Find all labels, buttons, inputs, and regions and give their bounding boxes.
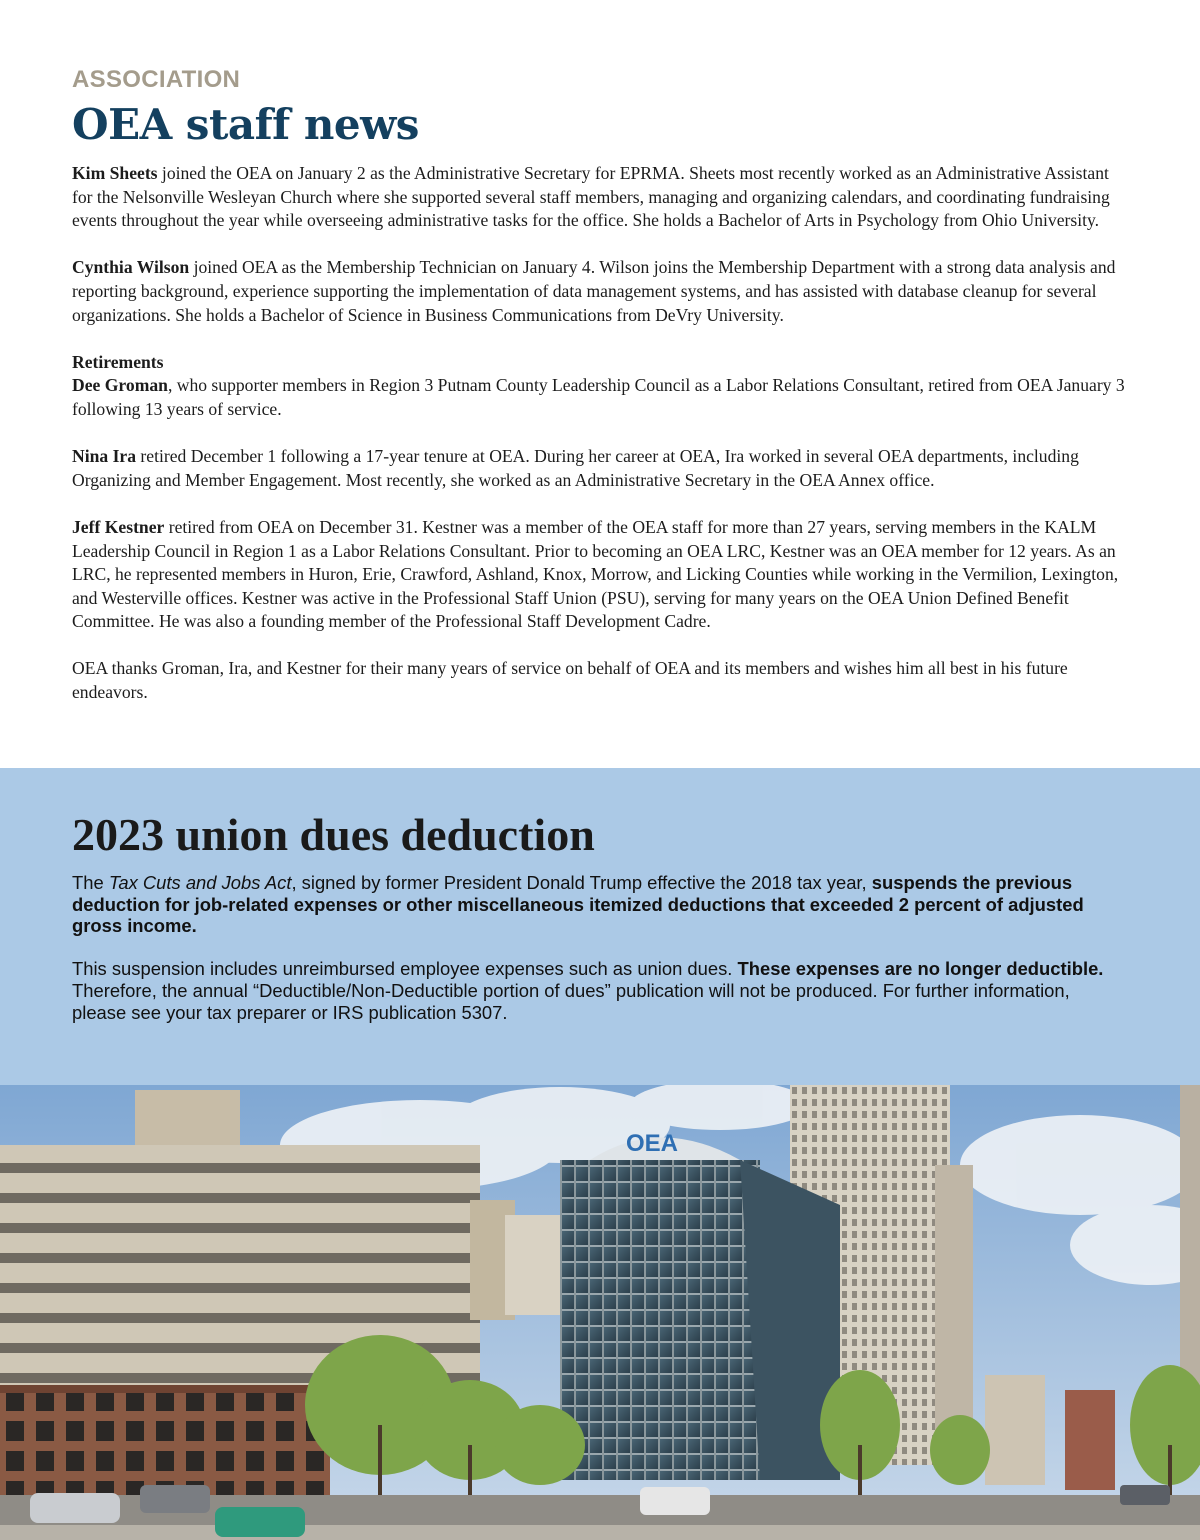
dues-paragraph-1 — [72, 872, 1128, 937]
building-sign: OEA — [625, 1130, 679, 1157]
dues-title: 2023 union dues deduction — [72, 809, 595, 860]
staff-news-section — [0, 0, 1200, 768]
oea-building — [560, 1160, 760, 1480]
staff-text: joined OEA as the Membership Technician on January 4. Wilson joins the Membership Department with a strong data analysis and reporting background, experience supporting the implementation of data management systems, and has assisted with database cleanup for several organizations. She holds a Bachelor of Science in Business Communications from DeVry University. — [72, 257, 1116, 325]
staff-text: , who supporter members in Region 3 Putnam County Leadership Council as a Labor Relations Consultant, retired from OEA January 3 following 13 years of service. — [72, 375, 1125, 419]
section-label: ASSOCIATION — [72, 66, 241, 93]
dues-paragraph-2 — [72, 958, 1128, 1023]
oea-building-photo — [0, 1085, 1200, 1540]
act-name: Tax Cuts and Jobs Act — [108, 872, 292, 893]
dues-text: Therefore, the annual “Deductible/Non-Deductible portion of dues” publication will not be produced. For further information, please see your tax preparer or IRS publication 5307. — [72, 979, 1070, 1023]
dues-body — [72, 872, 1128, 1023]
thanks-paragraph: OEA thanks Groman, Ira, and Kestner for their many years of service on behalf of OEA and its members and wishes him all best in his future endeavors. — [72, 658, 1068, 703]
retirement-item-nina-ira — [72, 445, 1128, 492]
staff-name: Dee Groman — [72, 375, 168, 396]
staff-text: joined the OEA on January 2 as the Administrative Secretary for EPRMA. Sheets most recently worked as an Administrative Assistant for the Nelsonville Wesleyan Church where she supported several staff members, managing and organizing calendars, and coordinating fundraising events throughout the year while overseeing administrative tasks for the office. She holds a Bachelor of Arts in Psychology from Ohio University. — [72, 163, 1110, 231]
brick-building — [0, 1390, 330, 1500]
staff-item-cynthia-wilson — [72, 256, 1128, 327]
staff-news-articles — [72, 162, 1128, 705]
retirement-item-dee-groman — [72, 351, 1128, 422]
retirement-item-jeff-kestner — [72, 516, 1128, 634]
staff-name: Kim Sheets — [72, 163, 158, 183]
dues-deduction-section — [0, 768, 1200, 1085]
staff-text: retired December 1 following a 17-year tenure at OEA. During her career at OEA, Ira worked in several OEA departments, including Organizing and Member Engagement. Most recently, she worked as an Administrative Secretary in the OEA Annex office. — [72, 446, 1079, 490]
staff-name: Cynthia Wilson — [72, 257, 190, 278]
dues-text: This suspension includes unreimbursed employee expenses such as union dues. — [72, 958, 738, 980]
city-street-illustration — [0, 1085, 1200, 1540]
retirements-heading: Retirements — [72, 351, 164, 372]
dues-text: The — [72, 872, 109, 893]
dues-emphasis: These expenses are no longer deductible. — [737, 958, 1104, 980]
staff-text: retired from OEA on December 31. Kestner was a member of the OEA staff for more than 27 years, serving members in the KALM Leadership Council in Region 1 as a Labor Relations Consultant. Prior to becoming an OEA LRC, Kestner was an OEA member for 12 years. As an LRC, he represented members in Huron, Erie, Crawford, Ashland, Knox, Morrow, and Licking Counties while working in the Vermilion, Lexington, and Westerville offices. Kestner was active in the Professional Staff Union (PSU), serving for many years on the OEA Union Defined Benefit Committee. He was also a founding member of the Professional Staff Development Cadre. — [72, 516, 1119, 632]
staff-name: Nina Ira — [72, 446, 137, 467]
page-title: OEA staff news — [72, 100, 419, 149]
staff-item-kim-sheets — [72, 162, 1128, 233]
dues-emphasis: suspends the previous deduction for job-related expenses or other miscellaneous itemized deductions that exceeded 2 percent of adjusted gross income. — [72, 872, 1084, 937]
staff-name: Jeff Kestner — [72, 516, 165, 537]
dues-text: , signed by former President Donald Trump effective the 2018 tax year, — [291, 872, 872, 893]
